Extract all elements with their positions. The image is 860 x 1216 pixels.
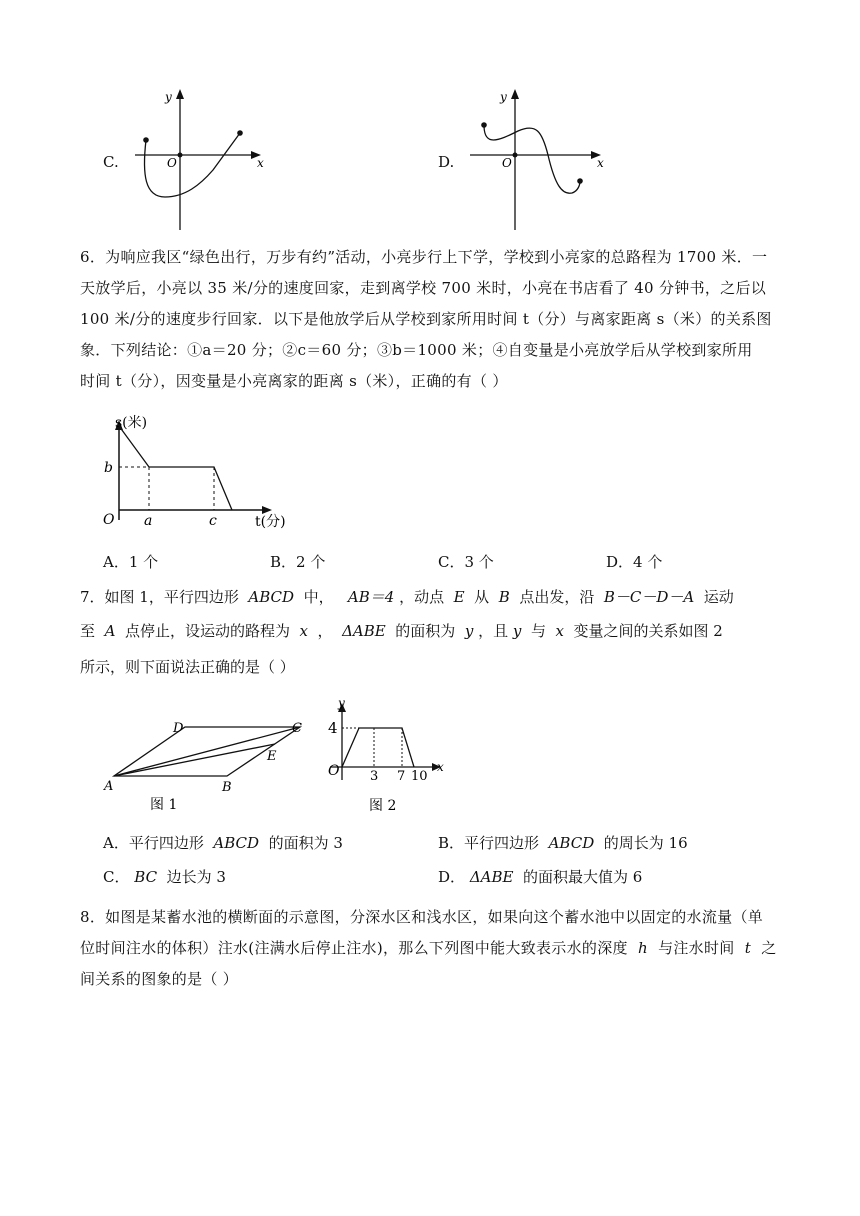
vertex-b: B [222, 780, 232, 795]
option-d-graph [460, 85, 610, 235]
fig2-y-tick-4: 4 [328, 719, 338, 737]
q6-option-c: C．3 个 [438, 553, 494, 571]
fig2-x-label: x [437, 760, 444, 774]
q6-option-a: A．1 个 [103, 553, 159, 571]
fig2-origin: O [328, 763, 340, 779]
q7-figure-1 [100, 712, 315, 812]
fig2-x-tick-10: 10 [411, 769, 428, 784]
question-7-line-1: 7．如图 1，平行四边形 ABCD 中， AB＝4 ，动点 E 从 B 点出发，沿 B－C－D－A 运动 [80, 588, 734, 606]
d-axis-y: y [500, 90, 507, 104]
point-e: E [267, 749, 277, 764]
option-d-label: D. [438, 153, 455, 171]
c-axis-x: x [257, 156, 264, 170]
q7-option-d: D． ΔABE 的面积最大值为 6 [438, 868, 643, 886]
question-6-graph [100, 412, 310, 537]
vertex-c: C [292, 721, 302, 736]
question-7-line-3: 所示，则下面说法正确的是（ ） [80, 658, 295, 676]
c-origin: O [167, 156, 177, 170]
figure-1-caption: 图 1 [150, 797, 178, 812]
q7-option-a: A．平行四边形 ABCD 的面积为 3 [103, 834, 343, 852]
vertex-a: A [104, 779, 114, 794]
q6-option-d: D．4 个 [606, 553, 663, 571]
q7-option-b: B．平行四边形 ABCD 的周长为 16 [438, 834, 688, 852]
option-c-graph [125, 85, 270, 235]
d-axis-x: x [597, 156, 604, 170]
origin-label: O [103, 512, 115, 528]
d-origin: O [502, 156, 512, 170]
q7-option-c: C． BC 边长为 3 [103, 868, 226, 886]
fig2-x-tick-3: 3 [370, 769, 379, 784]
s-axis-label: s(米) [115, 415, 148, 431]
question-8-text: 8．如图是某蓄水池的横断面的示意图，分深水区和浅水区，如果向这个蓄水池中以固定的水流量（单 位时间注水的体积）注水(注满水后停止注水)，那么下列图中能大致表示水的深度 h 与注水时间 t 之 间关系的图象的是（ ） [80, 908, 777, 988]
fig2-x-tick-7: 7 [397, 769, 406, 784]
figure-2-caption: 图 2 [369, 798, 397, 814]
vertex-d: D [173, 721, 184, 736]
b-label: b [104, 460, 113, 476]
question-6-text: 6．为响应我区“绿色出行，万步有约”活动，小亮步行上下学，学校到小亮家的总路程为 1700 米．一 天放学后，小亮以 35 米/分的速度回家，走到离学校 700 米时，小亮在书店看了 40 分钟书，之后以 100 米/分的速度步行回家．以下是他放学后从学校到家所用时间 t（分）与离家距离 s（米）的关系图 象．下列结论：①a＝20 分；②c＝60 分；③b＝1000 米；④自变量是小亮放学后从学校到家所用 时间 t（分），因变量是小亮离家的距离 s（米），正确的有（ ） [80, 248, 772, 390]
q7-figure-2 [320, 695, 450, 815]
q6-option-b: B．2 个 [270, 553, 326, 571]
c-axis-y: y [165, 90, 172, 104]
fig2-y-label: y [338, 696, 345, 710]
t-axis-label: t(分) [255, 514, 286, 530]
a-label: a [144, 513, 153, 529]
c-label: c [209, 513, 217, 529]
option-c-label: C. [103, 153, 119, 171]
question-7-line-2: 至 A 点停止，设运动的路程为 x ， ΔABE 的面积为 y ，且 y 与 x 变量之间的关系如图 2 [80, 622, 723, 640]
